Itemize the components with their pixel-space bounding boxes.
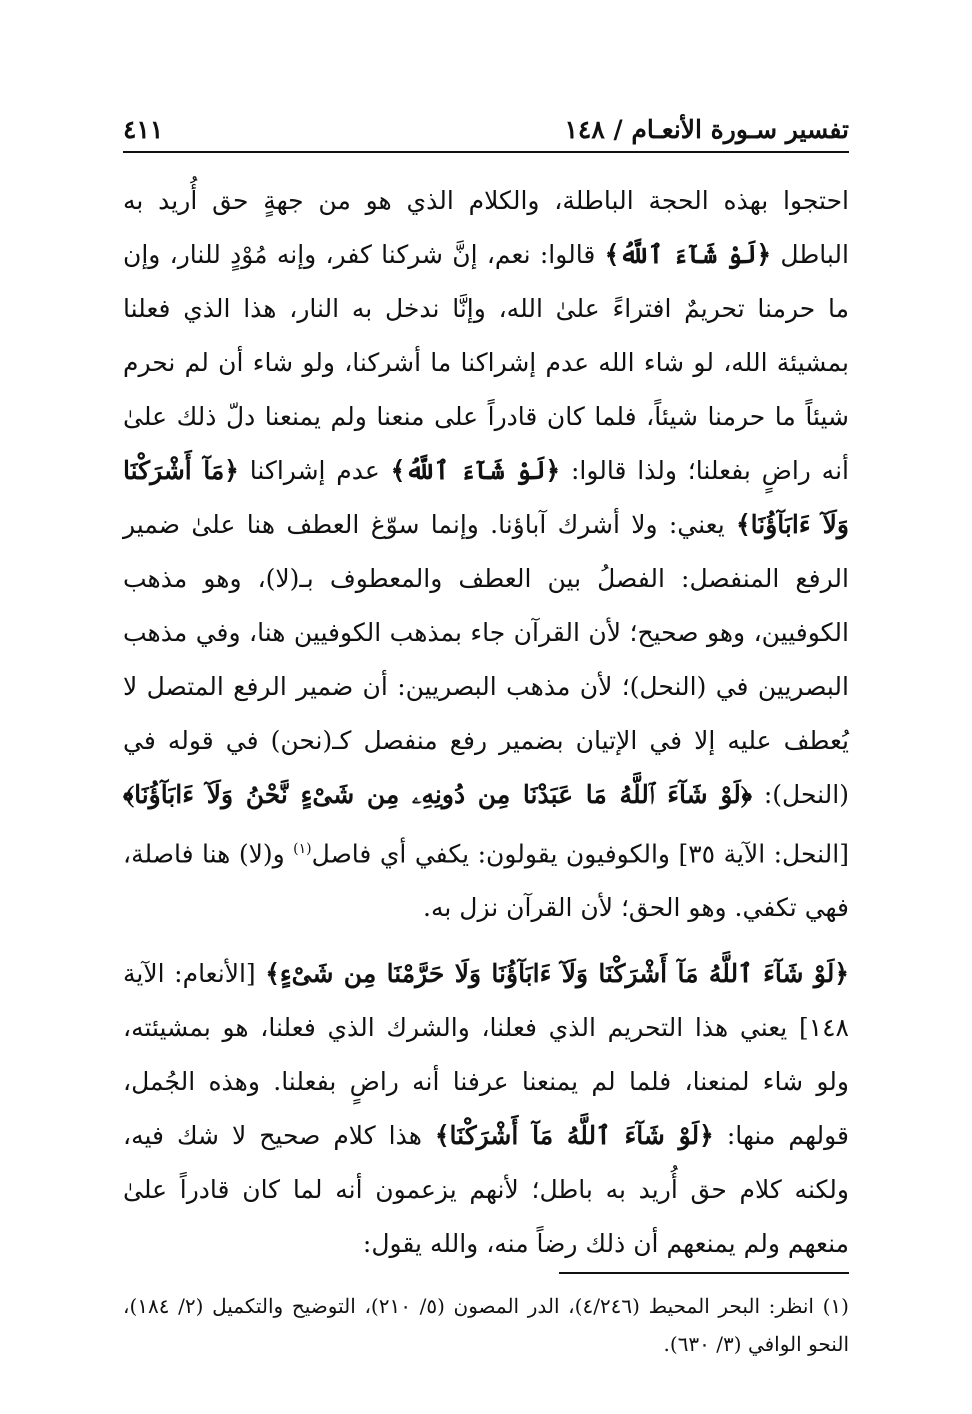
footnote-marker: (١)	[293, 841, 312, 857]
footnote-1: (١) انظر: البحر المحيط (٤/٢٤٦)، الدر المصون (٥/ ٢١٠)، التوضيح والتكميل (٢/ ١٨٤)، النحو الوافي (٣/ ٦٣٠).	[123, 1294, 849, 1356]
quran-quote: ﴿لَوْ شَآءَ ٱللَّهُ﴾	[390, 456, 561, 485]
page-number: ٤١١	[123, 115, 164, 144]
text-run: هذا كلام صحيح لا شك فيه، ولكنه كلام حق أُريد به باطل؛ لأنهم يزعمون أنه لما كان قادراً علىٰ منعهم ولم يمنعهم أن ذلك رضاً منه، والله يقول:	[123, 1121, 849, 1259]
text-run: و(لا) هنا فاصلة، فهي تكفي. وهو الحق؛ لأن القرآن نزل به.	[123, 839, 849, 923]
paragraph-2	[123, 947, 849, 1271]
text-run: عدم إشراكنا	[238, 456, 391, 485]
page-header	[123, 104, 849, 144]
paragraph-1	[123, 174, 849, 935]
main-text	[123, 174, 849, 1271]
running-title: تفسير سـورة الأنعـام / ١٤٨	[564, 115, 849, 144]
footnote-divider	[559, 1272, 849, 1274]
footnotes	[123, 1287, 849, 1363]
text-run: [النحل: الآية ٣٥] والكوفيون يقولون: يكفي أي فاصل	[311, 839, 849, 869]
text-run: قالوا: نعم، إنَّ شركنا كفر، وإنه مُوْدٍ للنار، وإن ما حرمنا تحريمٌ افتراءً علىٰ الله، وإنَّا ندخل به النار، هذا الذي فعلنا بمشيئة الله، لو شاء الله عدم إشراكنا ما أشركنا، ولو شاء أن لم نحرم شيئاً ما حرمنا شيئاً، فلما كان قادراً على منعنا ولم يمنعنا دلّ ذلك علىٰ أنه راضٍ بفعلنا؛ ولذا قالوا:	[123, 240, 849, 485]
quran-quote: ﴿مَآ أَشْرَكْنَا وَلَآ ءَابَآؤُنَا﴾	[123, 456, 849, 539]
quran-quote: ﴿لَوْ شَآءَ ٱللَّهُ مَا عَبَدْنَا مِن دُونِهِۦ مِن شَىْءٍ نَّحْنُ وَلَآ ءَابَآؤُنَا﴾	[123, 780, 752, 809]
quran-quote: ﴿لَوْ شَآءَ ٱللَّهُ﴾	[604, 240, 772, 269]
text-run: احتجوا بهذه الحجة الباطلة، والكلام الذي هو من جهةٍ حق أُريد به الباطل	[123, 186, 849, 269]
header-divider	[123, 151, 849, 153]
quran-quote: ﴿لَوْ شَآءَ ٱللَّهُ مَآ أَشْرَكْنَا وَلَآ ءَابَآؤُنَا وَلَا حَرَّمْنَا مِن شَىْءٍ﴾	[265, 959, 849, 989]
text-run: يعني: ولا أشرك آباؤنا. وإنما سوّغ العطف هنا علىٰ ضمير الرفع المنفصل: الفصلُ بين العطف والمعطوف بـ(لا)، وهو مذهب الكوفيين، وهو صحيح؛ لأن القرآن جاء بمذهب الكوفيين هنا، وفي مذهب البصريين في (النحل)؛ لأن مذهب البصريين: أن ضمير الرفع المتصل لا يُعطف عليه إلا في الإتيان بضمير رفع منفصل كـ(نحن) في قوله في (النحل):	[123, 510, 849, 809]
quran-quote: ﴿لَوْ شَآءَ ٱللَّهُ مَآ أَشْرَكْنَا﴾	[434, 1121, 714, 1151]
text-run: [الأنعام: الآية ١٤٨] يعني هذا التحريم الذي فعلنا، والشرك الذي فعلنا، هو بمشيئته، ولو شاء لمنعنا، فلما لم يمنعنا عرفنا أنه راضٍ بفعلنا. وهذه الجُمل، قولهم منها:	[123, 959, 849, 1151]
